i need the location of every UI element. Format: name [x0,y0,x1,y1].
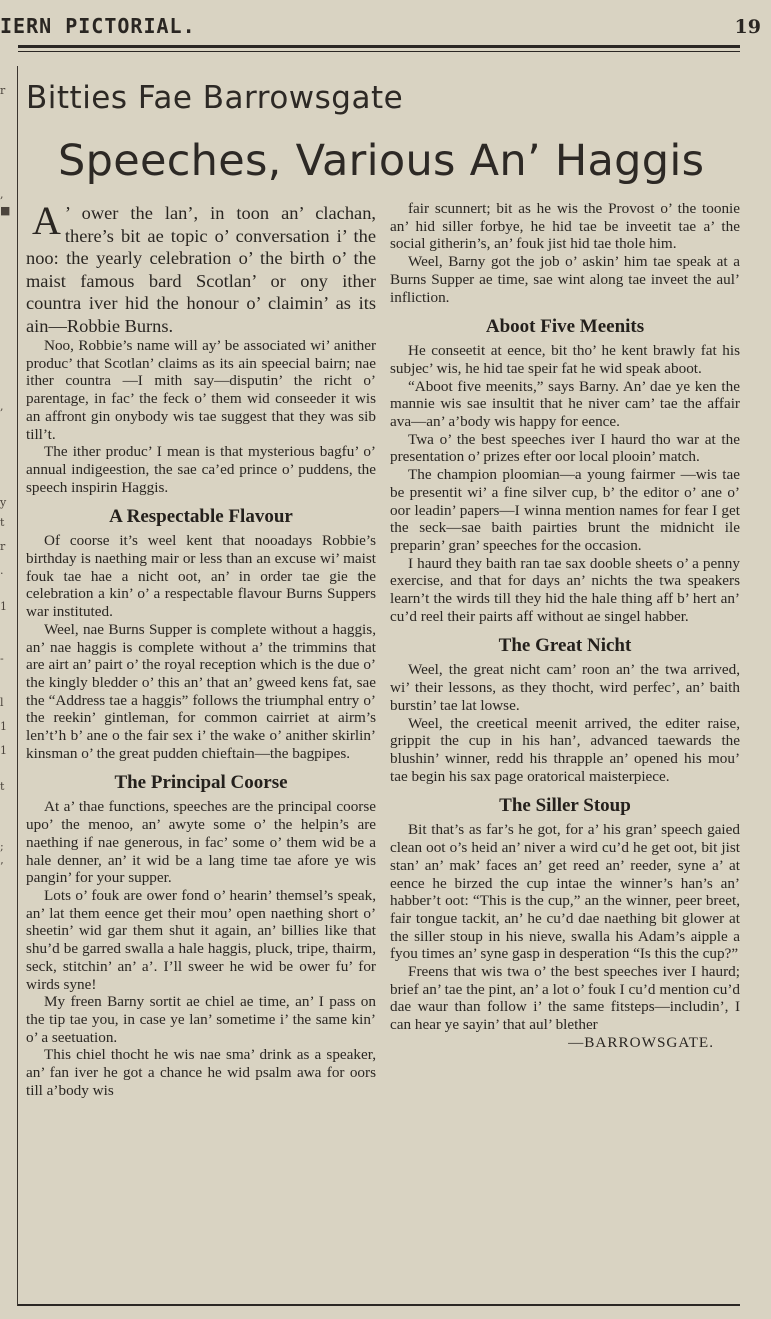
margin-fragment: ’ [0,860,4,873]
margin-fragment: ; [0,840,4,853]
section4-paragraphs [390,661,740,785]
margin-fragment: y [0,496,7,509]
paragraph: My freen Barny sortit ae chiel ae time, an’ I pass on the tip tae you, in case ye lan’ sometime i’ the same kin’ o’ a seetuation. [26,993,376,1046]
running-header [0,8,771,44]
margin-fragment: 1 [0,600,7,613]
paragraph: Bit that’s as far’s he got, for a’ his gran’ speech gaied clean oot o’s heid an’ niver a wird cu’d he get oot, bit jist stan’ an’ mak’ faces an’ get reed an’ reeder, syne a’ at eence he birzed the cup intae the winner’s han’s an’ habber’t oot: “This is the cup,” an the winner, peer breet, fair tongue tackit, an’ he cu’d dae naething bit glower at the siller stoup in his nieve, swalla his Adam’s aipple a fyou times an’ syne gasp in desperation “Is this the cup?” [390,821,740,963]
header-rule-thick [18,45,740,48]
paragraph: Of coorse it’s weel kent that nooadays Robbie’s birthday is naething mair or less than an excuse wi’ maist fouk tae hae a nicht oot, an’ in order tae gie the celebration a kin’ o’ a respectable flavour Burns Suppers war instituted. [26,532,376,621]
intro-text: ’ ower the lan’, in toon an’ clachan, there’s bit ae topic o’ conversation i’ the noo: the yearly celebration o’ the birth o’ the maist famous bard Scotlan’ or ony ither countra iver hid the honour o’ claimin’ as its ain—Robbie Burns. [26,203,376,336]
paragraph: I haurd they baith ran tae sax dooble sheets o’ a penny exercise, and that for days an’ nichts the twa speakers learn’t the wirds till they hid the hale thing aff b’ hert an’ cu’d reel their pairts aff without ae singel habber. [390,554,740,625]
paragraph: Weel, nae Burns Supper is complete without a haggis, an’ nae haggis is complete without a’ the trimmins that are airt an’ pairt o’ the royal reception which is the due o’ the kingly bledder o’ this an’ that an’ gweed kens fat, sae the “Address tae a haggis” follows the triumphal entry o’ the reekin’ gintleman, for common cairriet at airm’s len’t’h b’ ane o the fair sex i’ the wake o’ anither skirlin’ kinsman o’ the great pudden chieftain—the bagpipes. [26,620,376,762]
masthead: IERN PICTORIAL. [0,14,196,38]
left-paragraphs [26,337,376,496]
margin-fragment: r [0,84,6,97]
margin-fragment: t [0,516,5,529]
author-signature: —BARROWSGATE. [568,1033,714,1051]
paragraph: “Aboot five meenits,” says Barny. An’ dae ye ken the mannie wis sae insultit that he niver cam’ tae the affair ava—an’ a’body wis happy for eence. [390,377,740,431]
margin-fragment: . [0,564,4,577]
paragraph: Lots o’ fouk are ower fond o’ hearin’ themsel’s speak, an’ lat them eence get their mou’ open naething short o’ sheetin’ wid gar them shut it again, an’ billies like that shu’d be garred swalla a hale haggis, pluck, tripe, thairm, seck, stitchin’ an’ a’. I’ll sweer he wid be ower fu’ for wirds syne! [26,886,376,993]
paragraph: Twa o’ the best speeches iver I haurd tho war at the presentation o’ prizes efter oor local plooin’ match. [390,430,740,466]
article-kicker: Bitties Fae Barrowsgate [26,80,404,116]
intro-paragraph [26,198,376,337]
subheading-respectable-flavour: A Respectable Flavour [109,506,293,528]
column-divider [17,66,18,1306]
paragraph: Weel, the great nicht cam’ roon an’ the twa arrived, wi’ their lessons, as they thocht, wird perfec’, an’ baith burstin’ tae lat lowse. [390,661,740,714]
adjacent-column-fragments [0,60,14,1300]
paragraph: This chiel thocht he wis nae sma’ drink as a speaker, an’ fan iver he got a chance he wid psalm awa for oors till a’body wis [26,1046,376,1099]
paragraph: Weel, the creetical meenit arrived, the editer raise, grippit the cup in his han’, advanced taewards the blushin’ winner, redd his thrapple an’ opened his mou’ tae begin his sax page oratorical maisterpiece. [390,714,740,785]
margin-fragment: , [0,188,4,201]
margin-fragment: ■ [0,204,11,217]
article-column-left [26,200,376,1099]
paragraph: The champion ploomian—a young fairmer —wis tae be presentit wi’ a fine silver cup, b’ the editor o’ ane o’ oor leadin’ papers—I winna mention names for fear I get the seck—sae baith pairties brunt the midnicht ile preparin’ gran’ speeches for the occasion. [390,466,740,554]
paragraph: Freens that wis twa o’ the best speeches iver I haurd; brief an’ tae the pint, an’ a lot o’ fouk I cu’d mention cu’d dae waur than follow i’ the same fitsteps—includin’, I can hear ye sayin’ that aul’ blether [390,963,740,1034]
section5-paragraphs [390,821,740,1033]
paragraph: The ither produc’ I mean is that mysterious bagfu’ o’ annual indigeestion, the sae ca’ed prince o’ puddens, the speech inspirin Haggis. [26,443,376,496]
right-top-paragraphs [390,200,740,306]
paragraph: He conseetit at eence, bit tho’ he kent brawly fat his subjec’ wis, he hid tae speir fat he wid speak aboot. [390,342,740,377]
section1-paragraphs [26,532,376,762]
subheading-siller-stoup: The Siller Stoup [499,795,631,817]
paragraph: Noo, Robbie’s name will ay’ be associated wi’ anither produc’ that Scotlan’ claims as its ain speecial bairn; nae ither countra —I mith say—disputin’ the richt o’ parentage, in fac’ the feck o’ them wid conseeder it wis an affront gin onybody wis tae suggest that they was sib till’t. [26,337,376,443]
margin-fragment: r [0,540,6,553]
paragraph: fair scunnert; bit as he wis the Provost o’ the toonie an’ hid siller forbye, he hid tae be inveetit tae a’ the social githerin’s, an’ fouk jist hid tae thole him. [390,200,740,253]
article-headline: Speeches, Various An’ Haggis [58,136,705,186]
paragraph: At a’ thae functions, speeches are the principal coorse upo’ the menoo, an’ awyte some o’ the helpin’s are naething if nae generous, in fac’ some o’ them wid be a hale denner, an’ it wid be a lang time tae afore ye wis pangin’ for your supper. [26,798,376,887]
drop-cap: A [32,198,61,243]
margin-fragment: t [0,780,5,793]
section2-paragraphs [26,798,376,1099]
margin-fragment: - [0,652,4,665]
subheading-aboot-five-meenits: Aboot Five Meenits [485,316,645,338]
subheading-principal-coorse: The Principal Coorse [114,772,288,794]
page-number: 19 [734,16,761,38]
margin-fragment: l [0,696,4,709]
margin-fragment: 1 [0,744,7,757]
margin-fragment: 1 [0,720,7,733]
section3-paragraphs [390,342,740,625]
margin-fragment: , [0,400,4,413]
paragraph: Weel, Barny got the job o’ askin’ him tae speak at a Burns Supper ae time, sae wint along tae inveet the aul’ infliction. [390,253,740,306]
header-rule-thin [18,51,740,52]
subheading-great-nicht: The Great Nicht [498,635,632,657]
article-column-right [390,200,740,1052]
footer-rule [18,1304,740,1306]
